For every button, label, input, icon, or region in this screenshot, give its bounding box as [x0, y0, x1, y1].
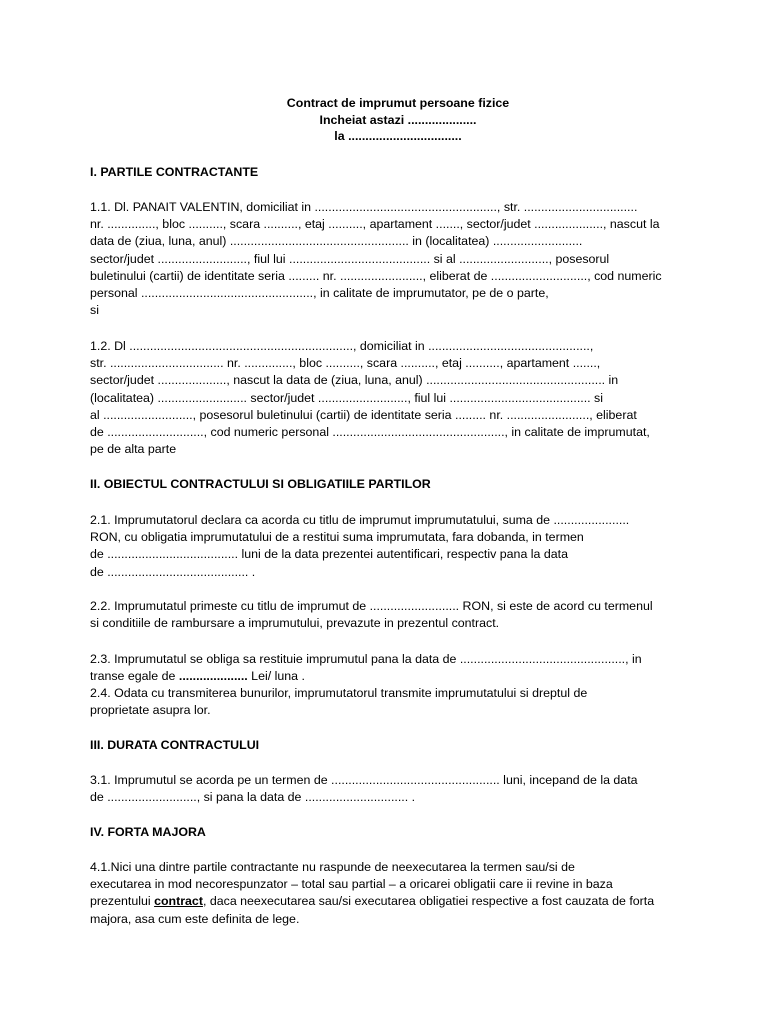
place-line: la ................................. [334, 129, 462, 144]
text-line: pe de alta parte [90, 442, 177, 457]
text-fragment: transe egale de [90, 669, 179, 684]
section-heading-object: II. OBIECTUL CONTRACTULUI SI OBLIGATIILE PARTILOR [90, 477, 431, 491]
paragraph-2-3 [90, 651, 680, 685]
text-line: executarea in mod necorespunzator – total sau partial – a oricarei obligatii care ii revine in baza [90, 877, 613, 892]
contract-link[interactable]: contract [154, 894, 203, 909]
text-line: de ...................................... luni de la data prezentei autentificari, respectiv pana la data [90, 547, 568, 562]
text-line [90, 668, 680, 685]
text-line: 2.1. Imprumutatorul declara ca acorda cu titlu de imprumut imprumutatului, suma de ...................... [90, 513, 630, 527]
paragraph-3-1 [90, 772, 680, 806]
paragraph-2-4 [90, 685, 680, 719]
text-line: 1.1. Dl. PANAIT VALENTIN, domiciliat in ....................................................., str. ................................. [90, 200, 638, 214]
contract-title [0, 95, 768, 145]
text-line: al .........................., posesorul buletinului (cartii) de identitate seria ......... nr. ........................, eliberat [90, 407, 637, 422]
text-line: personal .................................................., in calitate de imprumutator, pe de o parte, [90, 286, 549, 301]
paragraph-2-1 [90, 512, 680, 581]
amount-placeholder: .................... [178, 669, 248, 684]
title-line: Contract de imprumut persoane fizice [286, 96, 510, 110]
section-heading-force-majeure: IV. FORTA MAJORA [90, 825, 206, 839]
paragraph-1-2 [90, 338, 680, 458]
text-fragment: , daca neexecutarea sau/si executarea obligatiei respective a fost cauzata de forta [202, 894, 655, 909]
text-line: si [90, 303, 99, 318]
text-line: (localitatea) .......................... sector/judet .........................., fiul lui ......................................... si [90, 390, 603, 405]
text-line: majora, asa cum este definita de lege. [90, 911, 300, 926]
text-line: 3.1. Imprumutul se acorda pe un termen de ................................................. luni, incepand de la data [90, 773, 638, 787]
text-fragment: Lei/ luna . [247, 669, 305, 684]
text-line: str. ................................. nr. .............., bloc .........., scara .........., etaj .........., apartament ......., [90, 356, 601, 371]
text-fragment: prezentului [90, 894, 155, 909]
text-line: de ......................................... . [90, 564, 256, 579]
text-line: data de (ziua, luna, anul) .................................................... in (localitatea) .......................... [90, 234, 583, 249]
section-heading-duration: III. DURATA CONTRACTULUI [90, 738, 260, 752]
text-line: de .........................., si pana la data de .............................. . [90, 790, 416, 805]
text-line: proprietate asupra lor. [90, 703, 211, 718]
text-line: nr. .............., bloc .........., scara .........., etaj .........., apartament ......., sector/judet ...................., nascut la [90, 217, 660, 232]
text-line: buletinului (cartii) de identitate seria ......... nr. ........................, eliberat de ............................, cod numeric [90, 268, 662, 283]
paragraph-2-2 [90, 598, 680, 632]
paragraph-4-1 [90, 859, 680, 928]
text-line: 2.3. Imprumutatul se obliga sa restituie imprumutul pana la data de ................................................, in [90, 652, 642, 666]
date-line: Incheiat astazi .................... [319, 112, 477, 127]
text-line: 2.2. Imprumutatul primeste cu titlu de imprumut de .......................... RON, si este de acord cu termenul [90, 599, 653, 613]
text-line: de ............................, cod numeric personal .................................................., in calitate de imprumutat, [90, 425, 650, 440]
text-line [90, 893, 680, 910]
text-line: 4.1.Nici una dintre partile contractante nu raspunde de neexecutarea la termen sau/si de [90, 860, 575, 874]
text-line: 2.4. Odata cu transmiterea bunurilor, imprumutatorul transmite imprumutatului si dreptul de [90, 686, 588, 700]
text-line: RON, cu obligatia imprumutatului de a restitui suma imprumutata, fara dobanda, in termen [90, 530, 584, 545]
text-line: sector/judet .........................., fiul lui ......................................... si al .........................., posesorul [90, 251, 610, 266]
text-line: sector/judet ...................., nascut la data de (ziua, luna, anul) .................................................... in [90, 373, 619, 388]
paragraph-1-1 [90, 199, 680, 319]
text-line: si conditiile de rambursare a imprumutului, prevazute in prezentul contract. [90, 616, 500, 631]
text-line: 1.2. Dl ................................................................., domiciliat in ..............................................., [90, 339, 594, 353]
section-heading-parties: I. PARTILE CONTRACTANTE [90, 165, 259, 179]
